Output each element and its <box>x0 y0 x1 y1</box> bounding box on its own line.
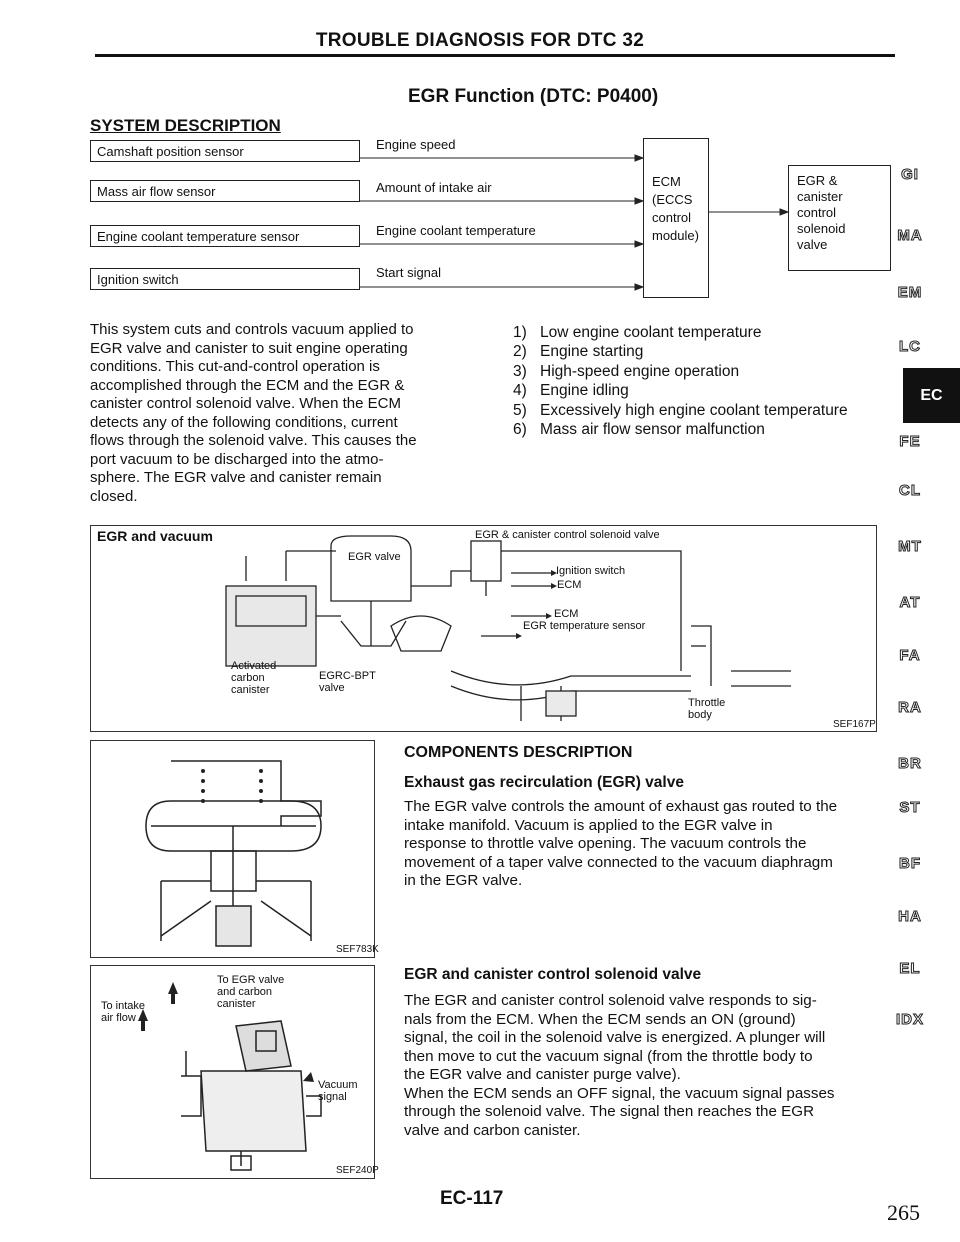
egr-valve-heading: Exhaust gas recirculation (EGR) valve <box>404 774 684 791</box>
text-line: The EGR valve controls the amount of exhaust gas routed to the <box>404 798 838 815</box>
input-box-ignition: Ignition switch <box>90 268 360 290</box>
page-number: 265 <box>887 1200 920 1225</box>
throttle-body-label <box>688 697 725 721</box>
label-line: EGRC-BPT <box>319 670 376 682</box>
sidebar-tab-ha[interactable]: HA <box>898 908 922 925</box>
input-box-ect: Engine coolant temperature sensor <box>90 225 360 247</box>
text-line: nals from the ECM. When the ECM sends an ON (ground) <box>404 1010 796 1028</box>
output-line: control <box>797 205 837 220</box>
signal-label: Engine speed <box>376 137 456 152</box>
page-footer-code: EC-117 <box>440 1188 504 1209</box>
solenoid-label: EGR & canister control solenoid valve <box>475 529 660 541</box>
input-box-maf: Mass air flow sensor <box>90 180 360 202</box>
solenoid-heading: EGR and canister control solenoid valve <box>404 966 702 983</box>
sidebar-tab-at[interactable]: AT <box>899 594 921 611</box>
conditions-list <box>513 323 848 439</box>
sidebar-tab-em[interactable]: EM <box>897 284 923 301</box>
text-line: valve and carbon canister. <box>404 1121 581 1139</box>
components-heading: COMPONENTS DESCRIPTION <box>404 744 633 761</box>
text-line: flows through the solenoid valve. This causes the <box>90 432 417 449</box>
label-line: canister <box>217 998 256 1010</box>
signal-arrows <box>0 0 960 320</box>
text-line: intake manifold. Vacuum is applied to the EGR valve in <box>404 816 773 834</box>
egr-solenoid-box <box>788 165 891 271</box>
text-line: then move to cut the vacuum signal (from the throttle body to <box>404 1047 813 1065</box>
figure-code: SEF783K <box>336 944 379 955</box>
ecm-line: control <box>652 210 692 225</box>
text-line: detects any of the following conditions, current <box>90 413 398 431</box>
text-line: the EGR valve and canister purge valve). <box>404 1066 681 1083</box>
sidebar-tab-el[interactable]: EL <box>899 960 921 977</box>
input-box-camshaft: Camshaft position sensor <box>90 140 360 162</box>
text-line: canister control solenoid valve. When the ECM <box>90 395 401 412</box>
sidebar-tab-fa[interactable]: FA <box>899 647 921 664</box>
page-title: EGR Function (DTC: P0400) <box>408 86 659 107</box>
canister-label <box>231 660 276 696</box>
sidebar-tab-cl[interactable]: CL <box>899 482 921 499</box>
label-line: To EGR valve <box>217 974 285 986</box>
sidebar-tab-ra[interactable]: RA <box>898 699 922 716</box>
output-line: valve <box>797 237 828 252</box>
solenoid-text <box>404 992 884 1140</box>
label-line: To intake <box>101 1000 146 1012</box>
output-line: EGR & <box>797 173 838 188</box>
label-line: valve <box>319 682 345 694</box>
signal-label: Engine coolant temperature <box>376 223 536 238</box>
label-line: Vacuum <box>318 1079 358 1091</box>
sidebar-tab-br[interactable]: BR <box>898 755 922 772</box>
ecm-box <box>643 138 709 298</box>
text-line: in the EGR valve. <box>404 872 523 889</box>
egr-valve-label: EGR valve <box>348 551 401 563</box>
text-line: accomplished through the ECM and the EGR & <box>90 376 405 394</box>
label-line: and carbon <box>217 986 273 998</box>
output-line: canister <box>797 189 843 204</box>
sidebar-tab-st[interactable]: ST <box>899 799 921 816</box>
sidebar-tab-idx[interactable]: IDX <box>895 1011 924 1028</box>
text-line: When the ECM sends an OFF signal, the vacuum signal passes <box>404 1084 835 1102</box>
system-description-heading: SYSTEM DESCRIPTION <box>90 116 281 135</box>
text-line: signal, the coil in the solenoid valve is energized. A plunger will <box>404 1029 826 1046</box>
ignition-switch-label: Ignition switch <box>556 565 626 577</box>
label-line: Throttle <box>688 697 726 709</box>
list-item: 5) Excessively high engine coolant temperature <box>513 401 848 419</box>
signal-label: Start signal <box>376 265 442 280</box>
text-line: This system cuts and controls vacuum applied to <box>90 321 414 338</box>
output-line: solenoid <box>797 221 846 236</box>
text-line: The EGR and canister control solenoid valve responds to sig- <box>404 992 817 1009</box>
sidebar-tab-fe[interactable]: FE <box>899 433 921 450</box>
list-item: 1) Low engine coolant temperature <box>513 324 762 341</box>
label-line: signal <box>318 1091 347 1103</box>
text-line: closed. <box>90 487 138 505</box>
to-egr-label <box>217 974 284 1010</box>
ecm-line: (ECCS <box>652 192 693 207</box>
vacuum-signal-label <box>318 1079 358 1103</box>
sidebar-tab-mt[interactable]: MT <box>898 538 922 555</box>
figure-title: EGR and vacuum <box>97 528 213 544</box>
figure-code: SEF240P <box>336 1165 379 1176</box>
text-line: sphere. The EGR valve and canister remain <box>90 469 382 486</box>
solenoid-figure <box>90 965 379 1179</box>
label-line: canister <box>231 684 270 696</box>
sidebar-tab-ec-active[interactable]: EC <box>903 368 960 423</box>
egr-valve-text <box>404 798 884 891</box>
ecm-label: ECM <box>554 608 579 620</box>
egr-temp-sensor-label: EGR temperature sensor <box>523 620 646 632</box>
list-item: 6) Mass air flow sensor malfunction <box>513 421 765 439</box>
page-header: TROUBLE DIAGNOSIS FOR DTC 32 <box>315 30 645 51</box>
sidebar-tab-ma[interactable]: MA <box>897 227 923 244</box>
egr-valve-figure <box>90 740 379 958</box>
text-line: conditions. This cut-and-control operation is <box>90 358 380 375</box>
list-item: 3) High-speed engine operation <box>513 362 740 380</box>
text-line: port vacuum to be discharged into the atmo- <box>90 450 384 468</box>
system-description-text <box>90 321 480 506</box>
text-line: movement of a taper valve connected to the vacuum diaphragm <box>404 853 833 871</box>
ecm-line: module) <box>652 228 699 243</box>
egr-vacuum-drawing <box>91 526 876 731</box>
label-line: Activated <box>231 660 277 672</box>
figure-code: SEF167P <box>833 719 876 730</box>
text-line: EGR valve and canister to suit engine operating <box>90 339 408 357</box>
ecm-line: ECM <box>652 174 681 189</box>
label-line: body <box>688 709 712 721</box>
to-intake-label <box>101 1000 145 1024</box>
label-line: air flow <box>101 1012 136 1024</box>
text-line: through the solenoid valve. The signal then reaches the EGR <box>404 1103 815 1120</box>
egr-vacuum-figure <box>90 525 877 732</box>
list-item: 2) Engine starting <box>513 343 644 361</box>
egrc-bpt-label <box>319 670 376 694</box>
signal-label: Amount of intake air <box>376 180 492 195</box>
label-line: carbon <box>231 672 265 684</box>
text-line: response to throttle valve opening. The vacuum controls the <box>404 835 807 852</box>
egr-valve-drawing <box>91 741 374 957</box>
list-item: 4) Engine idling <box>513 382 629 400</box>
ecm-label: ECM <box>557 579 582 591</box>
sidebar-tab-gi[interactable]: GI <box>901 166 919 183</box>
sidebar-tab-bf[interactable]: BF <box>899 855 921 872</box>
sidebar-tab-lc[interactable]: LC <box>899 338 921 355</box>
